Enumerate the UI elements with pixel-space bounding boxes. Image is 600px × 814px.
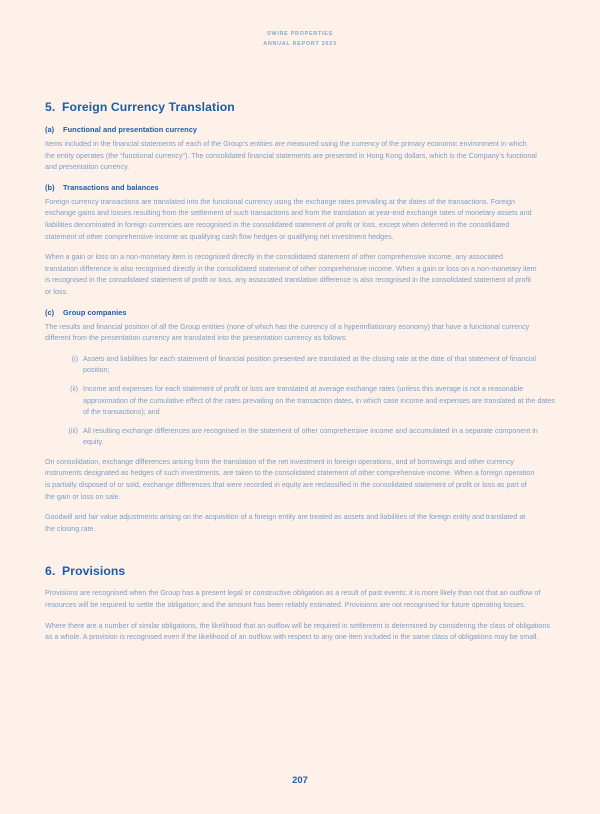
page-content bbox=[45, 100, 555, 653]
paragraph: The results and financial position of all the Group entities (none of which has the currency of a hyperinflationary economy) that have a functional currency different from the presentation currency are translated into the presentation currency as follows: bbox=[45, 322, 530, 343]
list-item bbox=[63, 354, 555, 377]
list-item-text: All resulting exchange differences are recognised in the statement of other comprehensive income and accumulated in a separate component in equity. bbox=[83, 426, 538, 447]
section-heading-6 bbox=[45, 564, 555, 578]
paragraph: Where there are a number of similar obligations, the likelihood that an outflow will be required in settlement is determined by considering the class of obligations as a whole. A provision is recognised even if the likelihood of an outflow with respect to any one item included in the same class of obligations may be small. bbox=[45, 621, 550, 642]
list-item-marker: (iii) bbox=[68, 426, 78, 435]
paragraph: Foreign currency transactions are translated into the functional currency using the exchange rates prevailing at the dates of the transactions. Foreign exchange gains and losses resulting from the settlement of such transactions and from the translation at year-end exchange rates of monetary assets and liabilities denominated in foreign currencies are recognised in the consolidated statement of profit or loss, except when deferred in the consolidated statement of other comprehensive income as qualifying cash flow hedges or qualifying net investment hedges. bbox=[45, 197, 532, 241]
subsection-title: Group companies bbox=[63, 307, 127, 317]
section-number: 5. bbox=[45, 100, 56, 114]
section-title: Foreign Currency Translation bbox=[62, 100, 235, 114]
paragraph: Provisions are recognised when the Group has a present legal or constructive obligation as a result of past events; it is more likely than not that an outflow of resources will be required to settle the obligation; and the amount has been reliably estimated. Provisions are not recognised for future operating losses. bbox=[45, 589, 541, 610]
subsection-label: (a) bbox=[45, 125, 55, 134]
paragraph: Goodwill and fair value adjustments arising on the acquisition of a foreign entity are treated as assets and liabilities of the foreign entity and translated at the closing rate. bbox=[45, 513, 526, 533]
subsection-title: Functional and presentation currency bbox=[63, 125, 198, 134]
section-title: Provisions bbox=[62, 564, 126, 579]
paragraph: On consolidation, exchange differences arising from the translation of the net investment in foreign operations, and of borrowings and other currency instruments designated as hedges of such investments, are taken to the consolidated statement of other comprehensive income. When a foreign operation is partially disposed of or sold, exchange differences that were recorded in equity are reclassified in the consolidated statement of profit or loss as part of the gain or loss on sale. bbox=[45, 457, 535, 501]
list-item-text: Income and expenses for each statement of profit or loss are translated at average exchange rates (unless this average is not a reasonable approximation of the cumulative effect of the rates prevailing on the transaction dates, in which case income and expenses are translated at the dates of the transactions); and bbox=[83, 384, 555, 417]
subsection-heading-b bbox=[45, 183, 555, 192]
roman-numeral-list bbox=[63, 354, 555, 449]
list-item-marker: (ii) bbox=[70, 384, 78, 393]
list-item bbox=[63, 384, 555, 419]
subsection-title: Transactions and balances bbox=[63, 182, 159, 192]
paragraph: Items included in the financial statements of each of the Group’s entities are measured using the currency of the primary economic environment in which the entity operates (the “functional currency”). The consolidated financial statements are presented in Hong Kong dollars, which is the Company’s functional and presentation currency. bbox=[45, 140, 537, 172]
list-item bbox=[63, 426, 555, 449]
subsection-label: (c) bbox=[45, 307, 55, 317]
running-header-report: ANNUAL REPORT 2023 bbox=[263, 40, 337, 47]
page-number: 207 bbox=[292, 774, 308, 785]
subsection-label: (b) bbox=[45, 182, 55, 192]
subsection-heading-c bbox=[45, 308, 555, 317]
list-item-text: Assets and liabilities for each statement of financial position presented are translated at the closing rate at the date of that statement of financial position; bbox=[83, 354, 536, 375]
subsection-heading-a bbox=[45, 125, 555, 134]
paragraph: When a gain or loss on a non-monetary item is recognised directly in the consolidated statement of other comprehensive income, any associated translation difference is also recognised directly in the consolidated statement of other comprehensive income. When a gain or loss on a non-monetary item is recognised in the consolidated statement of profit or loss, any associated translation difference is also recognised in the consolidated statement of profit or loss. bbox=[45, 253, 537, 296]
section-number: 6. bbox=[45, 564, 56, 579]
running-header-company: SWIRE PROPERTIES bbox=[267, 31, 333, 37]
list-item-marker: (i) bbox=[71, 354, 78, 363]
section-heading-5 bbox=[45, 100, 555, 114]
running-header bbox=[0, 30, 600, 49]
